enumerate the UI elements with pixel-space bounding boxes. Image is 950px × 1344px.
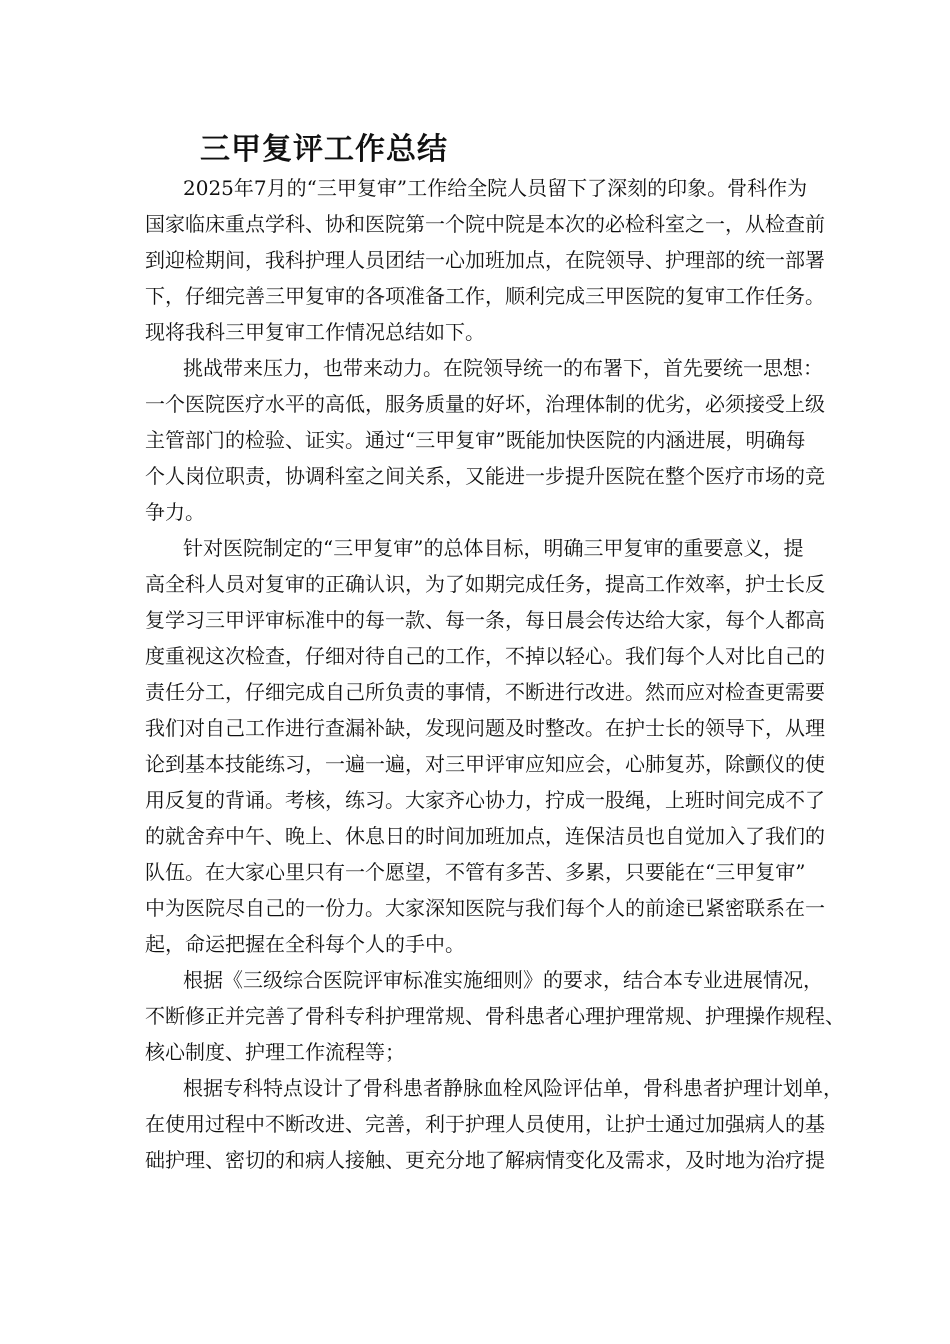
paragraph-line: 挑战带来压力，也带来动力。在院领导统一的布署下，首先要统一思想：	[183, 356, 823, 380]
paragraph-line: 到迎检期间，我科护理人员团结一心加班加点，在院领导、护理部的统一部署	[145, 248, 825, 272]
paragraph-line: 础护理、密切的和病人接触、更充分地了解病情变化及需求，及时地为治疗提	[145, 1148, 825, 1172]
paragraph-line: 根据《三级综合医院评审标准实施细则》的要求，结合本专业进展情况，	[183, 968, 823, 992]
paragraph-line: 根据专科特点设计了骨科患者静脉血栓风险评估单，骨科患者护理计划单，	[183, 1076, 843, 1100]
document-body	[145, 170, 845, 1178]
paragraph	[145, 962, 845, 1070]
paragraph-line: 不断修正并完善了骨科专科护理常规、骨科患者心理护理常规、护理操作规程、	[145, 1004, 845, 1028]
paragraph-line: 我们对自己工作进行查漏补缺，发现问题及时整改。在护士长的领导下，从理	[145, 716, 825, 740]
paragraph	[145, 170, 825, 350]
paragraph	[145, 350, 825, 530]
paragraph	[145, 530, 825, 962]
paragraph-line: 个人岗位职责，协调科室之间关系，又能进一步提升医院在整个医疗市场的竞	[145, 464, 825, 488]
paragraph-line: 2025年7月的“三甲复审”工作给全院人员留下了深刻的印象。骨科作为	[183, 176, 808, 200]
paragraph-line: 在使用过程中不断改进、完善，利于护理人员使用，让护士通过加强病人的基	[145, 1112, 825, 1136]
paragraph-line: 下，仔细完善三甲复审的各项准备工作，顺利完成三甲医院的复审工作任务。	[145, 284, 825, 308]
paragraph-line: 争力。	[145, 500, 205, 524]
paragraph	[145, 1070, 843, 1178]
paragraph-line: 中为医院尽自己的一份力。大家深知医院与我们每个人的前途已紧密联系在一	[145, 896, 825, 920]
paragraph-line: 核心制度、护理工作流程等；	[145, 1040, 405, 1064]
paragraph-line: 起，命运把握在全科每个人的手中。	[145, 932, 465, 956]
paragraph-line: 现将我科三甲复审工作情况总结如下。	[145, 320, 485, 344]
paragraph-line: 的就舍弃中午、晚上、休息日的时间加班加点，连保洁员也自觉加入了我们的	[145, 824, 825, 848]
paragraph-line: 用反复的背诵。考核，练习。大家齐心协力，拧成一股绳，上班时间完成不了	[145, 788, 825, 812]
paragraph-line: 主管部门的检验、证实。通过“三甲复审”既能加快医院的内涵进展，明确每	[145, 428, 806, 452]
paragraph-line: 论到基本技能练习，一遍一遍，对三甲评审应知应会，心肺复苏，除颤仪的使	[145, 752, 825, 776]
paragraph-line: 度重视这次检查，仔细对待自己的工作，不掉以轻心。我们每个人对比自己的	[145, 644, 825, 668]
paragraph-line: 高全科人员对复审的正确认识，为了如期完成任务，提高工作效率，护士长反	[145, 572, 825, 596]
paragraph-line: 队伍。在大家心里只有一个愿望，不管有多苦、多累，只要能在“三甲复审”	[145, 860, 806, 884]
document-title: 三甲复评工作总结	[200, 132, 448, 167]
paragraph-line: 复学习三甲评审标准中的每一款、每一条，每日晨会传达给大家，每个人都高	[145, 608, 825, 632]
paragraph-line: 一个医院医疗水平的高低，服务质量的好坏，治理体制的优劣，必须接受上级	[145, 392, 825, 416]
paragraph-line: 针对医院制定的“三甲复审”的总体目标，明确三甲复审的重要意义，提	[183, 536, 804, 560]
paragraph-line: 责任分工，仔细完成自己所负责的事情，不断进行改进。然而应对检查更需要	[145, 680, 825, 704]
paragraph-line: 国家临床重点学科、协和医院第一个院中院是本次的必检科室之一，从检查前	[145, 212, 825, 236]
